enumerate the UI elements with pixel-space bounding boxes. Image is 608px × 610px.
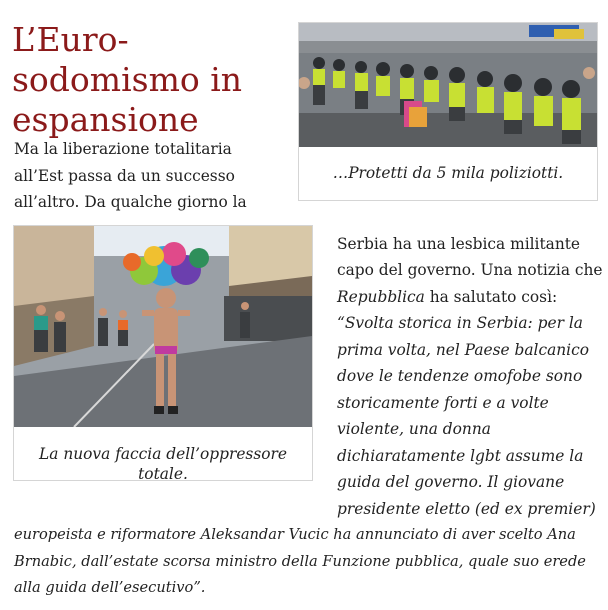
police-photo	[299, 23, 597, 147]
parade-figure	[13, 225, 313, 481]
right-line-2: capo del governo. Una notizia che	[337, 261, 603, 279]
police-figure	[298, 22, 598, 201]
police-photo-image	[299, 23, 597, 147]
intro-line-1: Ma la liberazione totalitaria	[14, 140, 232, 158]
police-caption: …Protetti da 5 mila poliziotti.	[332, 164, 564, 182]
parade-photo-image	[14, 226, 312, 427]
intro-line-3: all’altro. Da qualche giorno la	[14, 193, 247, 211]
quote-full-line-1: europeista e riformatore Aleksandar Vucic ha annunciato di aver scelto Ana	[14, 526, 576, 543]
quote-full-line-2: Brnabic, dall’estate scorsa ministro della Funzione pubblica, quale suo erede	[14, 553, 586, 570]
article-title: L’Euro-sodomismo in espansione	[12, 20, 243, 139]
quote-line-5: violente, una donna	[337, 420, 491, 438]
quote-line-3: dove le tendenze omofobe sono	[337, 367, 583, 385]
quote-line-7: guida del governo. Il giovane	[337, 473, 565, 491]
quote-line-6: dichiaratamente lgbt assume la	[337, 447, 584, 465]
quote-line-1: “Svolta storica in Serbia: per la	[337, 314, 583, 332]
right-line-3	[337, 284, 557, 311]
publication-followup: ha salutato così:	[424, 288, 558, 306]
quote-line-2: prima volta, nel Paese balcanico	[337, 341, 589, 359]
parade-photo	[14, 226, 312, 427]
quote-line-8: presidente eletto (ed ex premier)	[337, 500, 596, 518]
intro-line-2: all’Est passa da un successo	[14, 167, 235, 185]
right-line-1: Serbia ha una lesbica militante	[337, 235, 581, 253]
quote-full-line-3: alla guida dell’esecutivo”.	[14, 579, 206, 596]
parade-caption: La nuova faccia dell’oppressore totale.	[39, 445, 287, 483]
quote-line-4: storicamente forti e a volte	[337, 394, 549, 412]
publication-name: Repubblica	[337, 288, 425, 306]
